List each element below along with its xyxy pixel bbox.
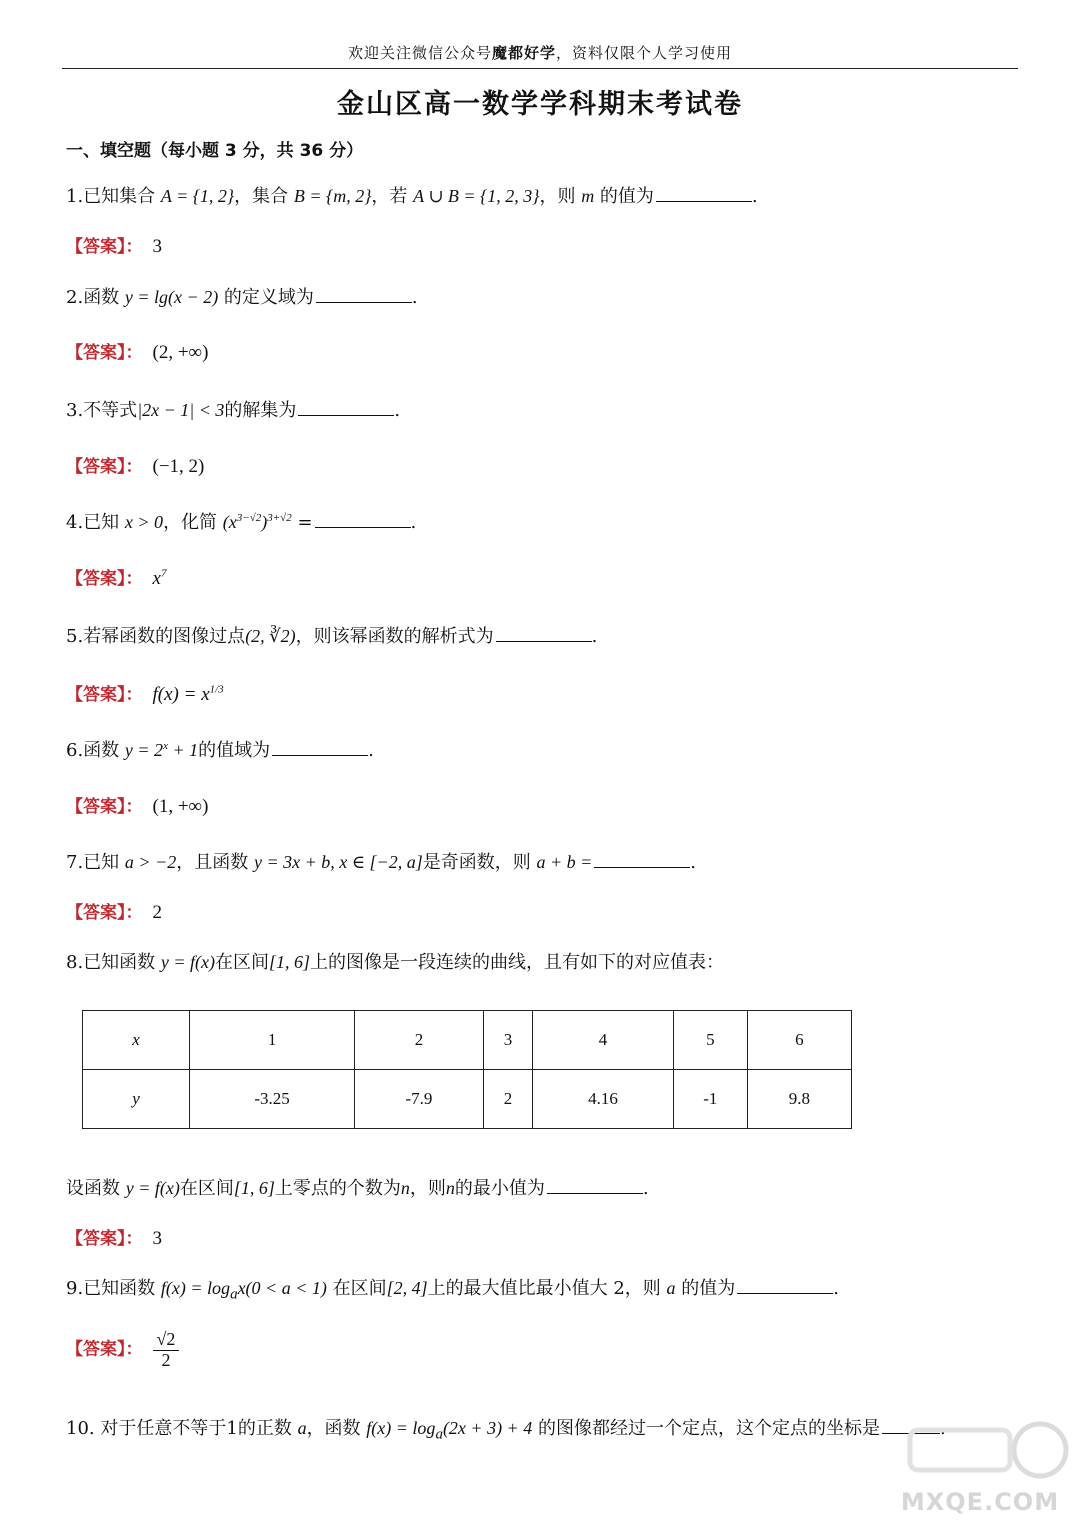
table-cell: 6	[747, 1011, 851, 1070]
equals-sign: =	[291, 512, 313, 533]
answer-4	[66, 564, 1026, 590]
table-cell: 2	[483, 1070, 532, 1129]
power-base: y = 2	[124, 740, 164, 760]
question-text: ，集合	[234, 186, 294, 207]
answer-3	[66, 452, 1026, 478]
power-exponent: 1/3	[209, 683, 224, 696]
answer-7	[66, 898, 1026, 924]
table-cell: -7.9	[355, 1070, 484, 1129]
question-text: 的值域为	[198, 740, 271, 761]
answer-1	[66, 232, 1026, 258]
math-expression: [1, 6]	[233, 1178, 275, 1198]
question-1: 1.已知集合 A = {1, 2}，集合 B = {m, 2}，若 A ∪ B = {1, 2, 3}，则 m 的值为 .	[66, 186, 758, 207]
answer-label: 【答案】：	[66, 685, 143, 705]
math-expression: |2x − 1| < 3	[137, 400, 225, 420]
math-expression: a + b =	[536, 852, 593, 872]
question-number: 10.	[66, 1418, 95, 1439]
question-number: 9.	[66, 1278, 84, 1299]
math-expression: (2x + 3) + 4	[442, 1418, 533, 1438]
question-8-followup: 设函数 y = f(x)在区间[1, 6]上零点的个数为n，则n的最小值为 .	[66, 1178, 649, 1199]
math-expression: [1, 6]	[269, 952, 311, 972]
question-text: 上的图像是一段连续的曲线，且有如下的对应值表：	[310, 952, 725, 973]
answer-value: 3	[152, 236, 162, 257]
question-text: 的最小值为	[454, 1178, 545, 1199]
question-text: 在区间	[215, 952, 270, 973]
answer-blank[interactable]	[496, 640, 592, 642]
question-text: ，若	[371, 186, 414, 207]
question-text: ，则	[409, 1178, 446, 1199]
header-rule	[62, 68, 1018, 69]
math-expression: B = {m, 2}	[293, 186, 372, 206]
answer-5	[66, 680, 1026, 706]
math-expression	[125, 740, 198, 760]
answer-2	[66, 338, 1026, 364]
power-base: f(x) = x	[152, 684, 210, 705]
table-cell: 4.16	[533, 1070, 674, 1129]
question-text: 已知函数	[83, 1278, 161, 1299]
question-text: ，化简	[163, 512, 223, 533]
answer-blank[interactable]	[656, 200, 752, 202]
table-cell: 2	[355, 1011, 484, 1070]
brand-name: 魔都好学	[491, 44, 556, 62]
power-exponent: 7	[160, 567, 167, 580]
math-expression: + 1	[167, 740, 199, 760]
answer-label: 【答案】：	[66, 569, 143, 589]
power-base: (x	[222, 512, 237, 532]
answer-6	[66, 792, 1026, 818]
table-cell: -3.25	[190, 1070, 355, 1129]
question-7: 7.已知 a > −2，且函数 y = 3x + b, x ∈ [−2, a]是奇函数，则 a + b = .	[66, 852, 696, 873]
question-text: ，且函数	[176, 852, 254, 873]
table-header-cell: y	[83, 1070, 190, 1129]
math-expression	[223, 512, 292, 532]
question-text: 的图像都经过一个定点，这个定点的坐标是	[532, 1418, 880, 1439]
log-base: a	[230, 1286, 238, 1303]
math-expression	[160, 1278, 327, 1303]
header-note	[0, 42, 1080, 63]
question-10: 10. 对于任意不等于1的正数 a，函数 $f(x) = \log_a(2x + 3) + 4$ 的图像都经过一个定点，这个定点的坐标是 .	[66, 1418, 946, 1443]
question-text: 设函数	[66, 1178, 126, 1199]
value-table	[82, 1010, 852, 1129]
question-text: 的值为	[675, 1278, 736, 1299]
table-cell: 4	[533, 1011, 674, 1070]
question-text: 的值为	[594, 186, 654, 207]
math-expression: x > 0	[124, 512, 164, 532]
fraction-denominator: 2	[161, 1349, 171, 1370]
table-row	[83, 1070, 852, 1129]
question-9: 9.已知函数 $f(x) = \log_ax(0 < a < 1)$ 在区间[2, 4]上的最大值比最小值大 2，则 a 的值为 .	[66, 1278, 839, 1303]
question-6: 6.函数 $y = 2^x + 1$的值域为 .	[66, 740, 374, 761]
math-expression: y = f(x)	[160, 952, 216, 972]
math-expression: a > −2	[124, 852, 177, 872]
question-text: 已知集合	[83, 186, 161, 207]
answer-label: 【答案】：	[66, 343, 143, 363]
table-header-cell: x	[83, 1011, 190, 1070]
watermark-logo-icon	[890, 1420, 1070, 1490]
answer-blank[interactable]	[594, 866, 690, 868]
log-function: f(x) = log	[366, 1418, 436, 1438]
math-expression: [2, 4]	[386, 1278, 428, 1298]
power-close: )	[261, 512, 268, 532]
answer-value	[153, 1329, 180, 1370]
header-note-suffix: ，资料仅限个人学习使用	[556, 44, 733, 62]
question-number: 5.	[66, 626, 84, 647]
answer-blank[interactable]	[737, 1292, 833, 1294]
answer-label: 【答案】：	[66, 903, 143, 923]
question-text: 的定义域为	[218, 287, 314, 308]
question-text: 在区间	[179, 1178, 234, 1199]
question-number: 7.	[66, 852, 84, 873]
question-number: 8.	[66, 952, 84, 973]
question-text: ，则	[539, 186, 582, 207]
log-function: f(x) = log	[160, 1278, 231, 1298]
question-text: 已知	[83, 512, 125, 533]
question-text: 对于任意不等于1的正数	[100, 1418, 298, 1439]
answer-value: 2	[152, 902, 162, 923]
question-5: 5.若幂函数的图像过点(2, ∛2)，则该幂函数的解析式为 .	[66, 626, 598, 647]
question-text: 上的最大值比最小值大 2，则	[427, 1278, 667, 1299]
question-number: 4.	[66, 512, 84, 533]
answer-label: 【答案】：	[66, 1339, 143, 1360]
fraction-numerator: √2	[153, 1330, 180, 1351]
watermark-text: MXQE.COM	[900, 1488, 1060, 1516]
question-text: ，则该幂函数的解析式为	[295, 626, 494, 647]
answer-value	[153, 568, 167, 589]
question-text: 的解集为	[224, 400, 297, 421]
question-text: 已知	[83, 852, 125, 873]
math-expression: (2, ∛2)	[245, 626, 296, 646]
question-number: 2.	[66, 287, 84, 308]
table-cell: 9.8	[747, 1070, 851, 1129]
math-expression: A = {1, 2}	[160, 186, 235, 206]
math-expression: y = f(x)	[125, 1178, 180, 1198]
question-number: 3.	[66, 400, 84, 421]
answer-blank[interactable]	[547, 1192, 643, 1194]
log-base: a	[435, 1426, 443, 1443]
table-cell: -1	[673, 1070, 747, 1129]
power-exponent: x	[163, 740, 168, 752]
answer-value: (−1, 2)	[152, 456, 205, 477]
answer-value: 3	[152, 1228, 162, 1249]
question-8	[66, 948, 1026, 974]
table-row	[83, 1011, 852, 1070]
answer-value	[153, 684, 224, 705]
power-exponent: 3+√2	[267, 512, 292, 524]
answer-label: 【答案】：	[66, 1229, 143, 1249]
math-expression: A ∪ B = {1, 2, 3}	[413, 186, 540, 206]
answer-value: (1, +∞)	[152, 796, 209, 817]
table-cell: 1	[190, 1011, 355, 1070]
question-3: 3.不等式|2x − 1| < 3的解集为 .	[66, 400, 401, 421]
answer-9	[66, 1330, 1026, 1371]
math-expression: y = 3x + b, x ∈ [−2, a]	[253, 852, 423, 872]
question-text: 函数	[83, 740, 125, 761]
page-title: 金山区高一数学学科期末考试卷	[337, 89, 743, 120]
math-expression: x(0 < a < 1)	[237, 1278, 327, 1298]
answer-blank[interactable]	[315, 526, 411, 528]
math-expression: n	[400, 1178, 410, 1198]
answer-blank[interactable]	[316, 301, 412, 303]
math-expression: y = lg(x − 2)	[124, 287, 219, 307]
math-expression	[366, 1418, 533, 1443]
answer-label: 【答案】：	[66, 457, 143, 477]
header-note-prefix: 欢迎关注微信公众号	[347, 44, 492, 62]
question-text: 在区间	[326, 1278, 387, 1299]
math-expression: m	[581, 186, 595, 206]
answer-blank[interactable]	[298, 414, 394, 416]
question-text: 若幂函数的图像过点	[83, 626, 246, 647]
answer-blank[interactable]	[272, 754, 368, 756]
question-text: 函数	[83, 287, 125, 308]
answer-label: 【答案】：	[66, 797, 143, 817]
table-cell: 5	[673, 1011, 747, 1070]
table-cell: 3	[483, 1011, 532, 1070]
answer-label: 【答案】：	[66, 237, 143, 257]
power-exponent: 3−√2	[236, 512, 262, 524]
question-text: 是奇函数，则	[422, 852, 537, 873]
answer-8	[66, 1224, 1026, 1250]
math-expression: n	[445, 1178, 455, 1198]
answer-value: (2, +∞)	[152, 342, 209, 363]
fraction	[153, 1330, 180, 1371]
question-number: 1.	[66, 186, 84, 207]
power-base: x	[152, 568, 161, 589]
question-4: 4.已知 x > 0，化简 $(x^{3-√2})^{3+√2}$ = .	[66, 512, 417, 533]
question-2: 2.函数 y = lg(x − 2) 的定义域为 .	[66, 287, 418, 308]
question-text: 上零点的个数为	[274, 1178, 401, 1199]
section-heading: 一、填空题（每小题 3 分，共 36 分）	[66, 141, 364, 161]
math-expression: a	[297, 1418, 307, 1438]
question-text: ，函数	[306, 1418, 367, 1439]
watermark	[890, 1420, 1070, 1520]
question-number: 6.	[66, 740, 84, 761]
question-text: 已知函数	[83, 952, 161, 973]
question-text: 不等式	[83, 400, 138, 421]
math-expression: a	[666, 1278, 676, 1298]
